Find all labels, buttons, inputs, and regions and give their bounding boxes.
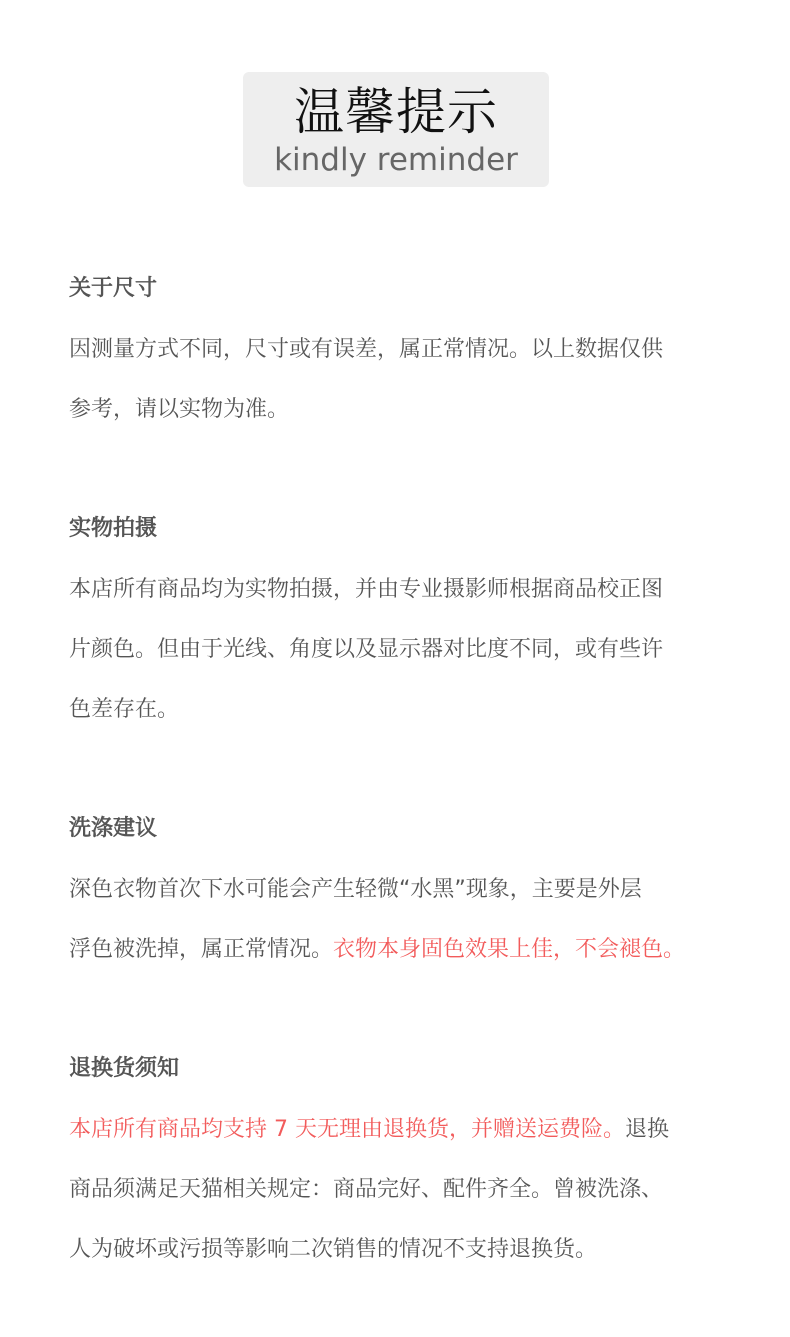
section-body [69, 860, 749, 980]
section-returns [69, 1054, 749, 1280]
body-line: 本店所有商品均支持 7 天无理由退换货，并赠送运费险。退换 [69, 1117, 670, 1142]
section-title: 洗涤建议 [69, 816, 158, 841]
section-photo [69, 514, 749, 740]
section-title: 实物拍摄 [69, 516, 158, 541]
section-body [69, 560, 749, 740]
page-title: 温馨提示 [294, 83, 498, 141]
body-line: 深色衣物首次下水可能会产生轻微“水黑”现象，主要是外层 [69, 877, 642, 902]
highlight-text: 衣物本身固色效果上佳，不会褪色。 [333, 937, 686, 962]
section-washing [69, 814, 749, 980]
body-line: 因测量方式不同，尺寸或有误差，属正常情况。以上数据仅供 [69, 337, 664, 362]
highlight-text: 本店所有商品均支持 7 天无理由退换货，并赠送运费险。 [69, 1117, 625, 1142]
body-line: 片颜色。但由于光线、角度以及显示器对比度不同，或有些许 [69, 637, 664, 662]
section-body [69, 1100, 749, 1280]
section-title: 退换货须知 [69, 1056, 180, 1081]
header-box [243, 72, 549, 187]
body-line: 浮色被洗掉，属正常情况。衣物本身固色效果上佳，不会褪色。 [69, 937, 686, 962]
section-title: 关于尺寸 [69, 276, 158, 301]
body-line: 本店所有商品均为实物拍摄，并由专业摄影师根据商品校正图 [69, 577, 664, 602]
body-line: 商品须满足天猫相关规定：商品完好、配件齐全。曾被洗涤、 [69, 1177, 664, 1202]
body-line: 参考，请以实物为准。 [69, 397, 290, 422]
page-subtitle: kindly reminder [274, 142, 518, 178]
body-line: 人为破坏或污损等影响二次销售的情况不支持退换货。 [69, 1237, 598, 1262]
section-body [69, 320, 749, 440]
section-size [69, 274, 749, 440]
body-line: 色差存在。 [69, 697, 180, 722]
